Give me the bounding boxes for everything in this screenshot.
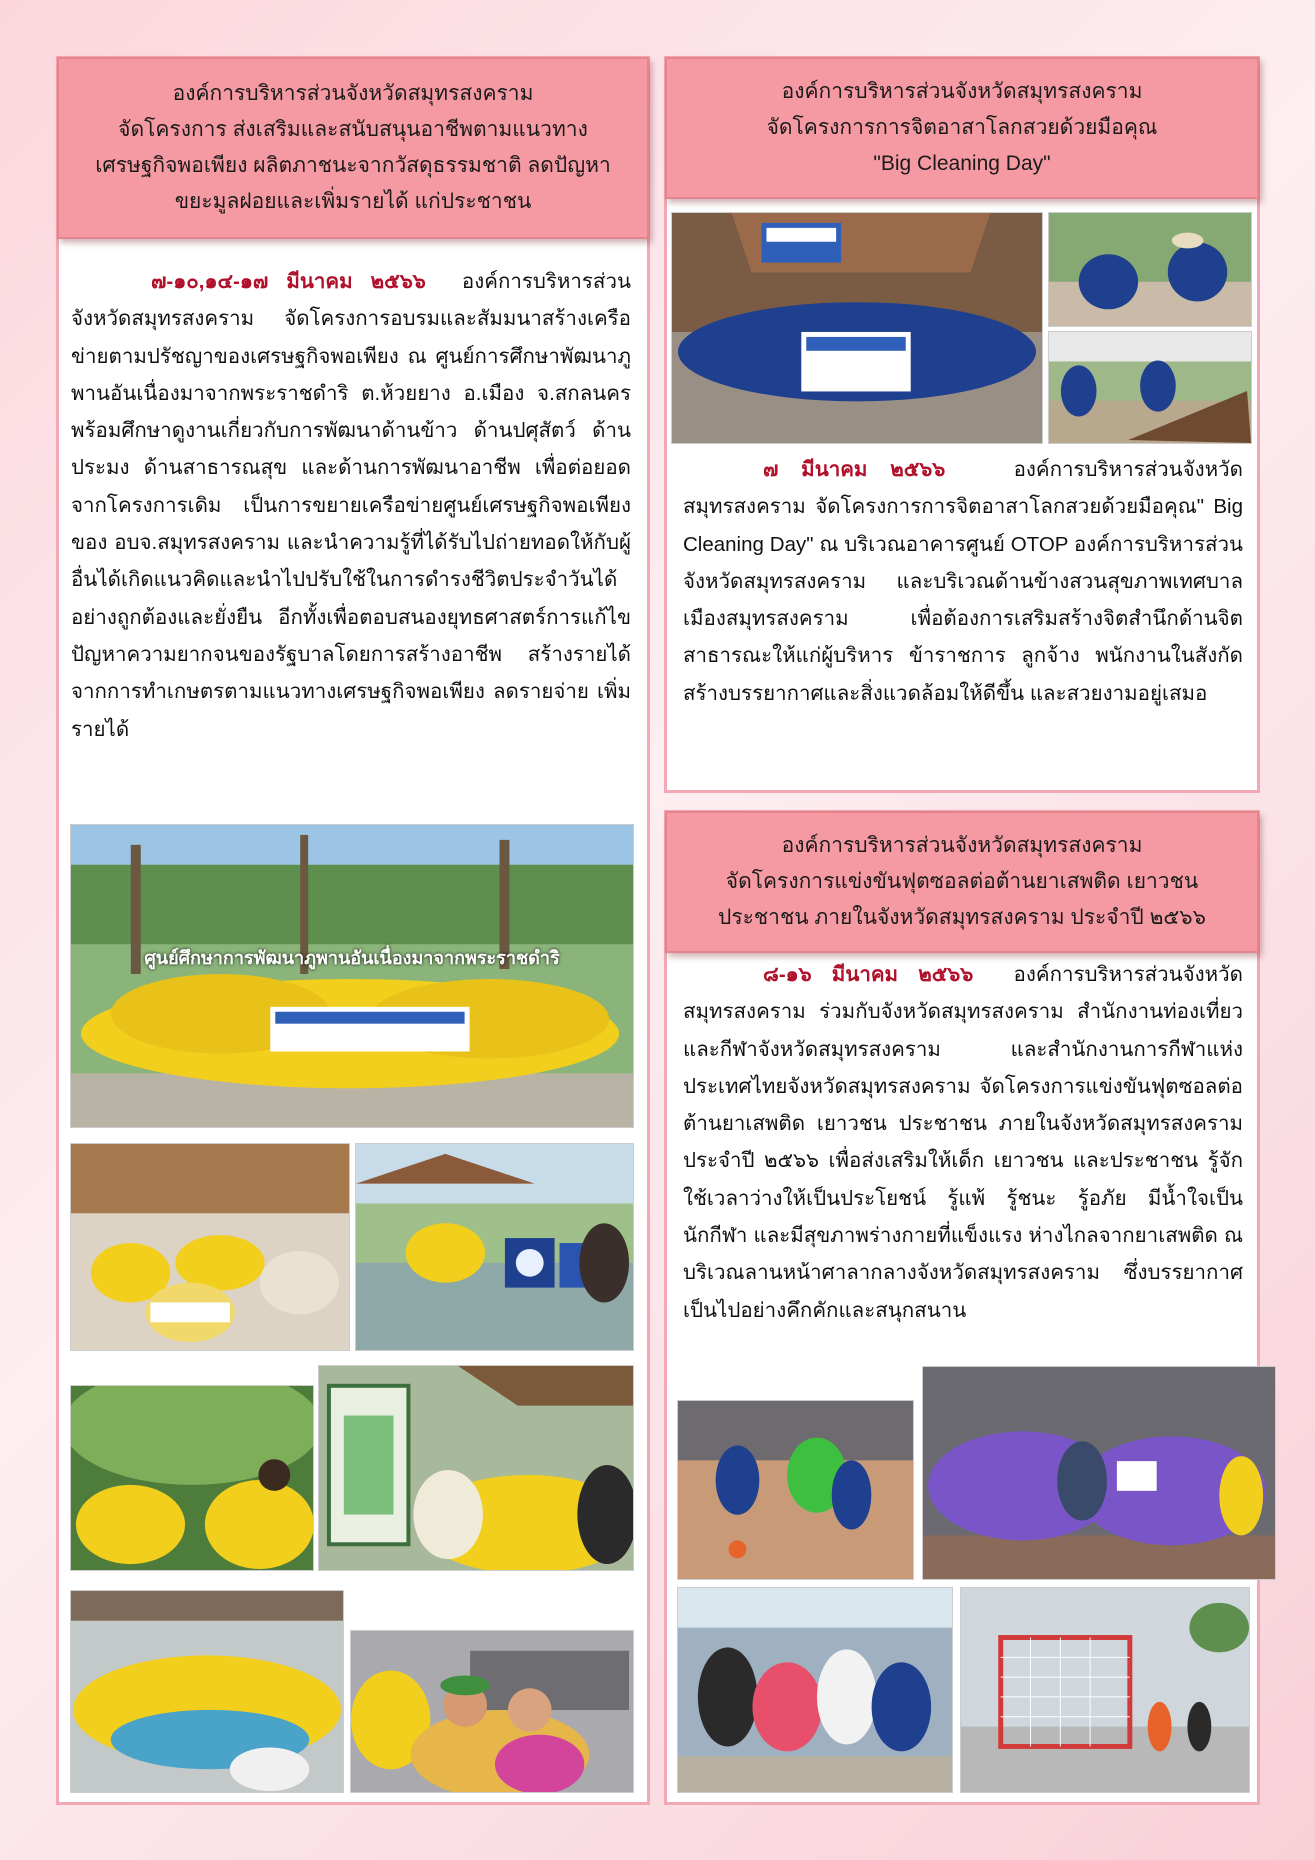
photo-garden-tour [70, 1385, 314, 1571]
photo-futsal-goal [960, 1587, 1250, 1793]
photo-futsal-kids [677, 1400, 914, 1580]
right-bottom-header-line-3: ประชาชน ภายในจังหวัดสมุทรสงคราม ประจำปี ๒๕๖๖ [718, 906, 1206, 929]
photo-cleaning-sweep [1048, 212, 1252, 327]
phuphan-sign: ศูนย์ศึกษาการพัฒนาภูพานอันเนื่องมาจากพระราชดำริ [144, 948, 560, 968]
photo-dyed-fabric [355, 1143, 634, 1351]
right-top-header-line-2: จัดโครงการการจิตอาสาโลกสวยด้วยมือคุณ [766, 116, 1158, 139]
right-top-header-line-3: "Big Cleaning Day" [873, 152, 1051, 175]
photo-futsal-celebrate [677, 1587, 953, 1793]
photo-cleaning-branches [1048, 331, 1252, 444]
right-bottom-header-line-1: องค์การบริหารส่วนจังหวัดสมุทรสงคราม [781, 834, 1143, 857]
photo-map-board [318, 1365, 634, 1571]
right-top-body-text: องค์การบริหารส่วนจังหวัดสมุทรสงคราม จัดโครงการการจิตอาสาโลกสวยด้วยมือคุณ" Big Cleaning Day" ณ บริเวณอาคารศูนย์ OTOP องค์การบริหารส่วนจังหวัดสมุทรสงคราม และบริเวณด้านข้างสวนสุขภาพเทศบาลเมืองสมุทรสงคราม เพื่อต้องการเสริมสร้างจิตสำนึกด้านจิตสาธารณะให้แก่ผู้บริหาร ข้าราชการ ลูกจ้าง พนักงานในสังกัด สร้างบรรยากาศและสิ่งแวดล้อมให้ดีขึ้น และสวยงามอยู่เสมอ [683, 458, 1243, 705]
right-bottom-body-text: องค์การบริหารส่วนจังหวัดสมุทรสงคราม ร่วมกับจังหวัดสมุทรสงคราม สำนักงานท่องเที่ยวและกีฬาจังหวัดสมุทรสงคราม และสำนักงานการกีฬาแห่งประเทศไทยจังหวัดสมุทรสงคราม จัดโครงการแข่งขันฟุตซอลต่อต้านยาเสพติด เยาวชน ประชาชน ภายในจังหวัดสมุทรสงคราม ประจำปี ๒๕๖๖ เพื่อส่งเสริมให้เด็ก เยาวชน และประชาชน รู้จักใช้เวลาว่างให้เป็นประโยชน์ รู้แพ้ รู้ชนะ รู้อภัย มีน้ำใจเป็นนักกีฬา และมีสุขภาพร่างกายที่แข็งแรง ห่างไกลจากยาเสพติด ณ บริเวณลานหน้าศาลากลางจังหวัดสมุทรสงคราม ซึ่งบรรยากาศเป็นไปอย่างคึกคักและสนุกสนาน [683, 963, 1243, 1322]
photo-pond [70, 1590, 344, 1793]
left-date: ๗-๑๐,๑๔-๑๗ มีนาคม ๒๕๖๖ [151, 270, 426, 293]
left-header-line-4: ขยะมูลฝอยและเพิ่มรายได้ แก่ประชาชน [174, 190, 532, 213]
left-body [71, 263, 631, 748]
right-top-header [665, 57, 1259, 199]
left-body-text: องค์การบริหารส่วนจังหวัดสมุทรสงคราม จัดโครงการอบรมและสัมมนาสร้างเครือข่ายตามปรัชญาของเศรษฐกิจพอเพียง ณ ศูนย์การศึกษาพัฒนาภูพานอันเนื่องมาจากพระราชดำริ ต.ห้วยยาง อ.เมือง จ.สกลนคร พร้อมศึกษาดูงานเกี่ยวกับการพัฒนาด้านข้าว ด้านปศุสัตว์ ด้านประมง ด้านสาธารณสุข และด้านการพัฒนาอาชีพ เพื่อต่อยอดจากโครงการเดิม เป็นการขยายเครือข่ายศูนย์เศรษฐกิจพอเพียงของ อบจ.สมุทรสงคราม และนำความรู้ที่ได้รับไปถ่ายทอดให้กับผู้อื่นได้เกิดแนวคิดและนำไปปรับใช้ในการดำรงชีวิตประจำวันได้อย่างถูกต้องและยั่งยืน อีกทั้งเพื่อตอบสนองยุทธศาสตร์การแก้ไขปัญหาความยากจนของรัฐบาลโดยการสร้างอาชีพ สร้างรายได้ จากการทำเกษตรตามแนวทางเศรษฐกิจพอเพียง ลดรายจ่าย เพิ่มรายได้ [71, 270, 631, 741]
right-top-date: ๗ มีนาคม ๒๕๖๖ [763, 458, 946, 481]
photo-futsal-team [922, 1366, 1276, 1580]
right-bottom-header-line-2: จัดโครงการแข่งขันฟุตซอลต่อต้านยาเสพติด เยาวชน [725, 870, 1199, 893]
right-top-header-line-1: องค์การบริหารส่วนจังหวัดสมุทรสงคราม [781, 80, 1143, 103]
left-header-line-3: เศรษฐกิจพอเพียง ผลิตภาชนะจากวัสดุธรรมชาติ ลดปัญหา [95, 154, 611, 177]
left-header-line-2: จัดโครงการ ส่งเสริมและสนับสนุนอาชีพตามแนวทาง [118, 118, 588, 141]
right-bottom-header [665, 811, 1259, 953]
photo-group-phuphan [70, 824, 634, 1128]
right-top-body [683, 451, 1243, 712]
left-header [57, 57, 649, 239]
photo-hug [350, 1630, 634, 1793]
photo-classroom [70, 1143, 350, 1351]
right-bottom-body [683, 956, 1243, 1329]
left-header-line-1: องค์การบริหารส่วนจังหวัดสมุทรสงคราม [172, 82, 534, 105]
right-bottom-date: ๘-๑๖ มีนาคม ๒๕๖๖ [763, 963, 974, 986]
photo-big-cleaning-group [671, 212, 1043, 444]
